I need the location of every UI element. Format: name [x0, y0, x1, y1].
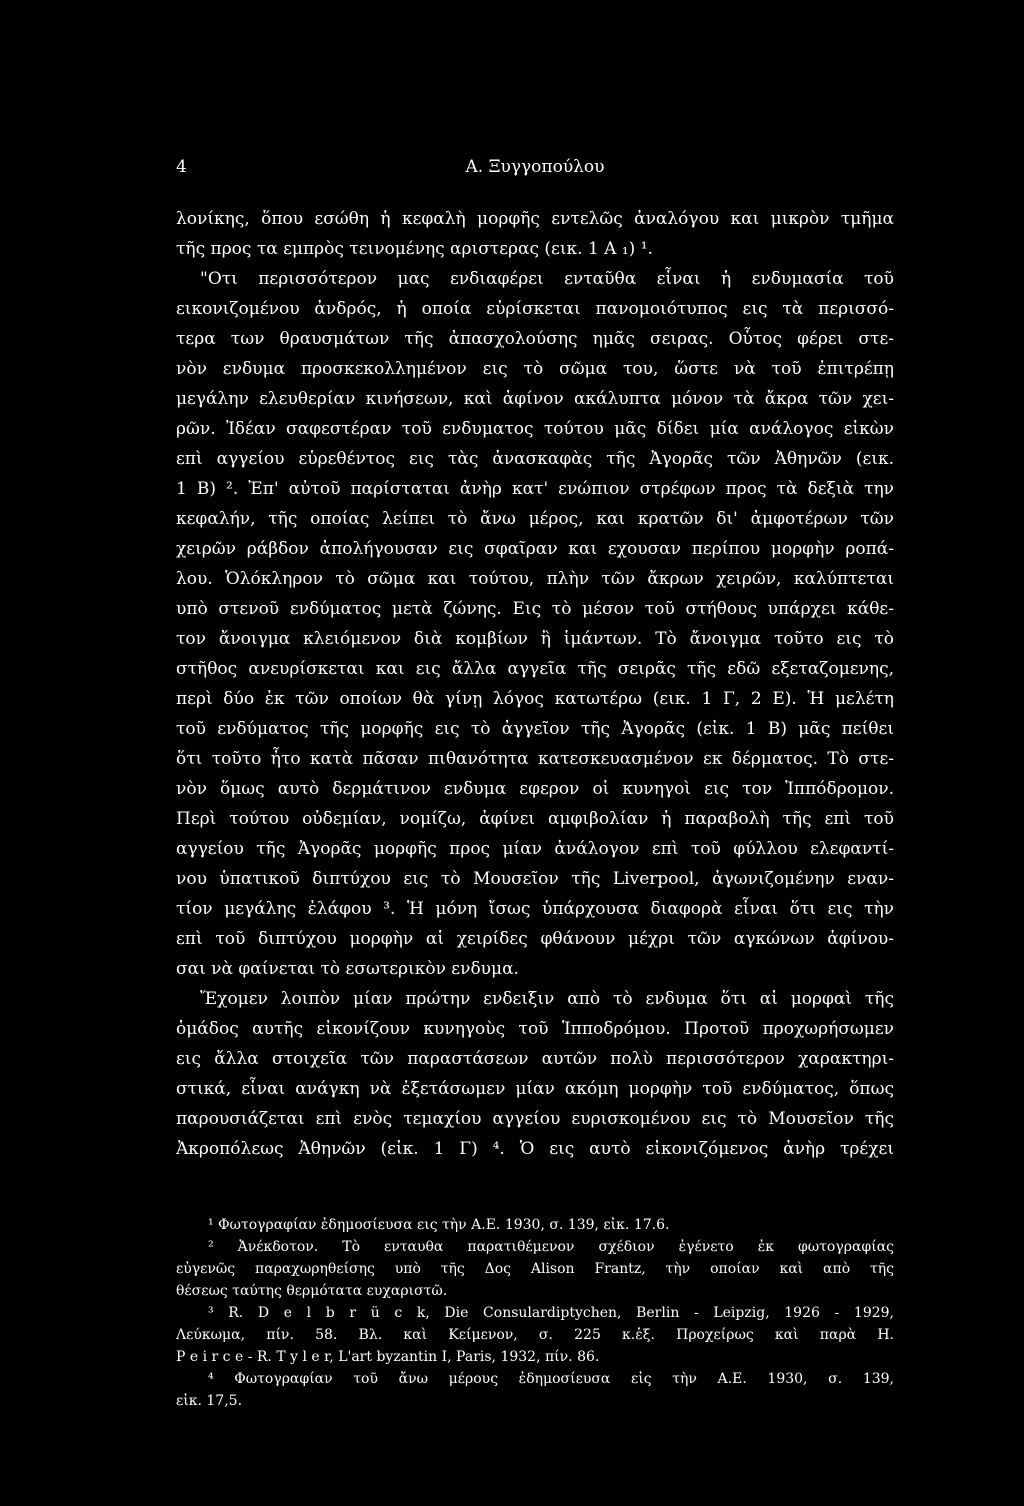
- page-header: [176, 157, 894, 181]
- body-line: Ἀκροπόλεως Ἀθηνῶν (εἰκ. 1 Γ) ⁴. Ὁ εις αυτὸ εἰκονιζόμενος ἀνὴρ τρέχει: [176, 1139, 894, 1159]
- body-line: 1 Β) ². Ἐπ' αὐτοῦ παρίσταται ἀνὴρ κατ' ενώπιον στρέφων προς τὰ δεξιὰ την: [176, 479, 894, 499]
- body-line: επὶ αγγείου εὑρεθέντος εις τὰς ἀνασκαφὰς τῆς Ἀγορᾶς τῶν Ἀθηνῶν (εικ.: [176, 449, 894, 469]
- body-line: στῆθος ανευρίσκεται και εις ἄλλα αγγεῖα τῆς σειρᾶς τῆς εδῶ εξεταζομενης,: [176, 659, 894, 679]
- body-line: εικονιζομένου ἀνδρός, ἡ οποία εὑρίσκεται πανομοιότυπος εις τὰ περισσό-: [176, 299, 894, 319]
- body-line: Περὶ τούτου οὐδεμίαν, νομίζω, ἀφίνει αμφιβολίαν ἡ παραβολὴ τῆς επὶ τοῦ: [176, 809, 894, 829]
- body-line: μεγάλην ελευθερίαν κινήσεων, καὶ ἀφίνον ακάλυπτα μόνον τὰ ἄκρα τῶν χει-: [176, 389, 894, 409]
- body-line: παρουσιάζεται επὶ ενὸς τεμαχίου αγγείου ευρισκομένου εις τὸ Μουσεῖον τῆς: [176, 1109, 894, 1129]
- footnote-line: ³ R. D e l b r ü c k, Die Consulardiptychen, Berlin - Leipzig, 1926 - 1929,: [208, 1305, 894, 1321]
- body-line: ὅτι τοῦτο ἦτο κατὰ πᾶσαν πιθανότητα κατεσκευασμένον εκ δέρματος. Τὸ στε-: [176, 749, 894, 769]
- body-line: περὶ δύο ἐκ τῶν οποίων θὰ γίνῃ λόγος κατωτέρω (εικ. 1 Γ, 2 Ε). Ἡ μελέτη: [176, 689, 894, 709]
- page-number: 4: [176, 157, 187, 177]
- body-line: στικά, εἶναι ανάγκη νὰ ἐξετάσωμεν μίαν ακόμη μορφὴν τοῦ ενδύματος, ὅπως: [176, 1079, 894, 1099]
- footnotes: [176, 1214, 894, 1412]
- body-line: τερα των θραυσμάτων τῆς ἀπασχολούσης ημᾶς σειρας. Οὗτος φέρει στε-: [176, 329, 894, 349]
- footnote-line: ¹ Φωτογραφίαν ἐδημοσίευσα εις τὴν Α.Ε. 1930, σ. 139, εἰκ. 17.6.: [208, 1217, 670, 1233]
- footnote-line: εἰκ. 17,5.: [176, 1393, 243, 1409]
- body-line: Ἔχομεν λοιπὸν μίαν πρώτην ενδειξιν απὸ τὸ ενδυμα ὅτι αἱ μορφαὶ τῆς: [200, 989, 894, 1009]
- footnote-line: εὐγενῶς παραχωρηθείσης υπὸ τῆς Δος Alison Frantz, τὴν οποίαν καὶ απὸ τῆς: [176, 1261, 894, 1277]
- footnote-line: ² Ἀνέκδοτον. Τὸ ενταυθα παρατιθέμενον σχέδιον ἐγένετο ἐκ φωτογραφίας: [208, 1239, 894, 1255]
- body-text: [176, 204, 894, 1164]
- footnote-line: θέσεως ταύτης θερμότατα ευχαριστῶ.: [176, 1283, 448, 1299]
- footnote-line: Λεύκωμα, πίν. 58. Βλ. καὶ Κείμενον, σ. 225 κ.ἑξ. Προχείρως καὶ παρὰ Η.: [176, 1327, 894, 1343]
- body-line: υπὸ στενοῦ ενδύματος μετὰ ζώνης. Εις τὸ μέσον τοῦ στήθους υπάρχει κάθε-: [176, 599, 894, 619]
- body-line: λονίκης, ὅπου εσώθη ἡ κεφαλὴ μορφῆς εντελῶς ἀναλόγου και μικρὸν τμῆμα: [176, 209, 894, 229]
- body-line: αγγείου τῆς Ἀγορᾶς μορφῆς προς μίαν ἀνάλογον επὶ τοῦ φύλλου ελεφαντί-: [176, 839, 894, 859]
- body-line: τοῦ ενδύματος τῆς μορφῆς εις τὸ ἀγγεῖον τῆς Ἀγορᾶς (εἰκ. 1 Β) μᾶς πείθει: [176, 719, 894, 739]
- body-line: χειρῶν ράβδον ἀπολήγουσαν εις σφαῖραν και εχουσαν περίπου μορφὴν ροπά-: [176, 539, 894, 559]
- footnote-line: ⁴ Φωτογραφίαν τοῦ ἄνω μέρους ἐδημοσίευσα εἰς τὴν Α.Ε. 1930, σ. 139,: [208, 1371, 894, 1387]
- body-line: λου. Ὁλόκληρον τὸ σῶμα και τούτου, πλὴν τῶν ἄκρων χειρῶν, καλύπτεται: [176, 569, 894, 589]
- footnote-line: P e i r c e - R. T y l e r, L'art byzantin I, Paris, 1932, πίν. 86.: [176, 1349, 600, 1365]
- body-line: κεφαλήν, τῆς οποίας λείπει τὸ ἄνω μέρος, και κρατῶν δι' ἀμφοτέρων τῶν: [176, 509, 894, 529]
- body-line: εις ἄλλα στοιχεῖα τῶν παραστάσεων αυτῶν πολὺ περισσότερον χαρακτηρι-: [176, 1049, 894, 1069]
- body-line: τίον μεγάλης ἐλάφου ³. Ἡ μόνη ἴσως ὑπάρχουσα διαφορὰ εἶναι ὅτι εις τὴν: [176, 899, 894, 919]
- body-line: νὸν ὅμως αυτὸ δερμάτινον ενδυμα εφερον οἱ κυνηγοὶ εις τον Ἱππόδρομον.: [176, 779, 894, 799]
- body-line: νου ὑπατικοῦ διπτύχου εις τὸ Μουσεῖον τῆς Liverpool, ἀγωνιζομένην εναν-: [176, 869, 894, 889]
- running-head: Α. Ξυγγοπούλου: [465, 157, 605, 177]
- body-line: νὸν ενδυμα προσκεκολλημένον εις τὸ σῶμα του, ὥστε νὰ τοῦ ἐπιτρέπῃ: [176, 359, 894, 379]
- body-line: ρῶν. Ἰδέαν σαφεστέραν τοῦ ενδυματος τούτου μᾶς δίδει μία ανάλογος εἰκὼν: [176, 419, 894, 439]
- body-line: "Οτι περισσότερον μας ενδιαφέρει ενταῦθα εἶναι ἡ ενδυμασία τοῦ: [200, 269, 894, 289]
- body-line: τον ἄνοιγμα κλειόμενον διὰ κομβίων ἢ ἱμάντων. Τὸ ἄνοιγμα τοῦτο εις τὸ: [176, 629, 894, 649]
- body-line: τῆς προς τα εμπρὸς τεινομένης αριστερας (εικ. 1 Α ₁) ¹.: [176, 239, 653, 259]
- body-line: επὶ τοῦ διπτύχου μορφὴν αἱ χειρίδες φθάνουν μέχρι τῶν αγκώνων ἀφίνου-: [176, 929, 894, 949]
- body-line: ὁμάδος αυτῆς εἰκονίζουν κυνηγοὺς τοῦ Ἱπποδρόμου. Προτοῦ προχωρήσωμεν: [176, 1019, 894, 1039]
- body-line: σαι νὰ φαίνεται τὸ εσωτερικὸν ενδυμα.: [176, 959, 519, 979]
